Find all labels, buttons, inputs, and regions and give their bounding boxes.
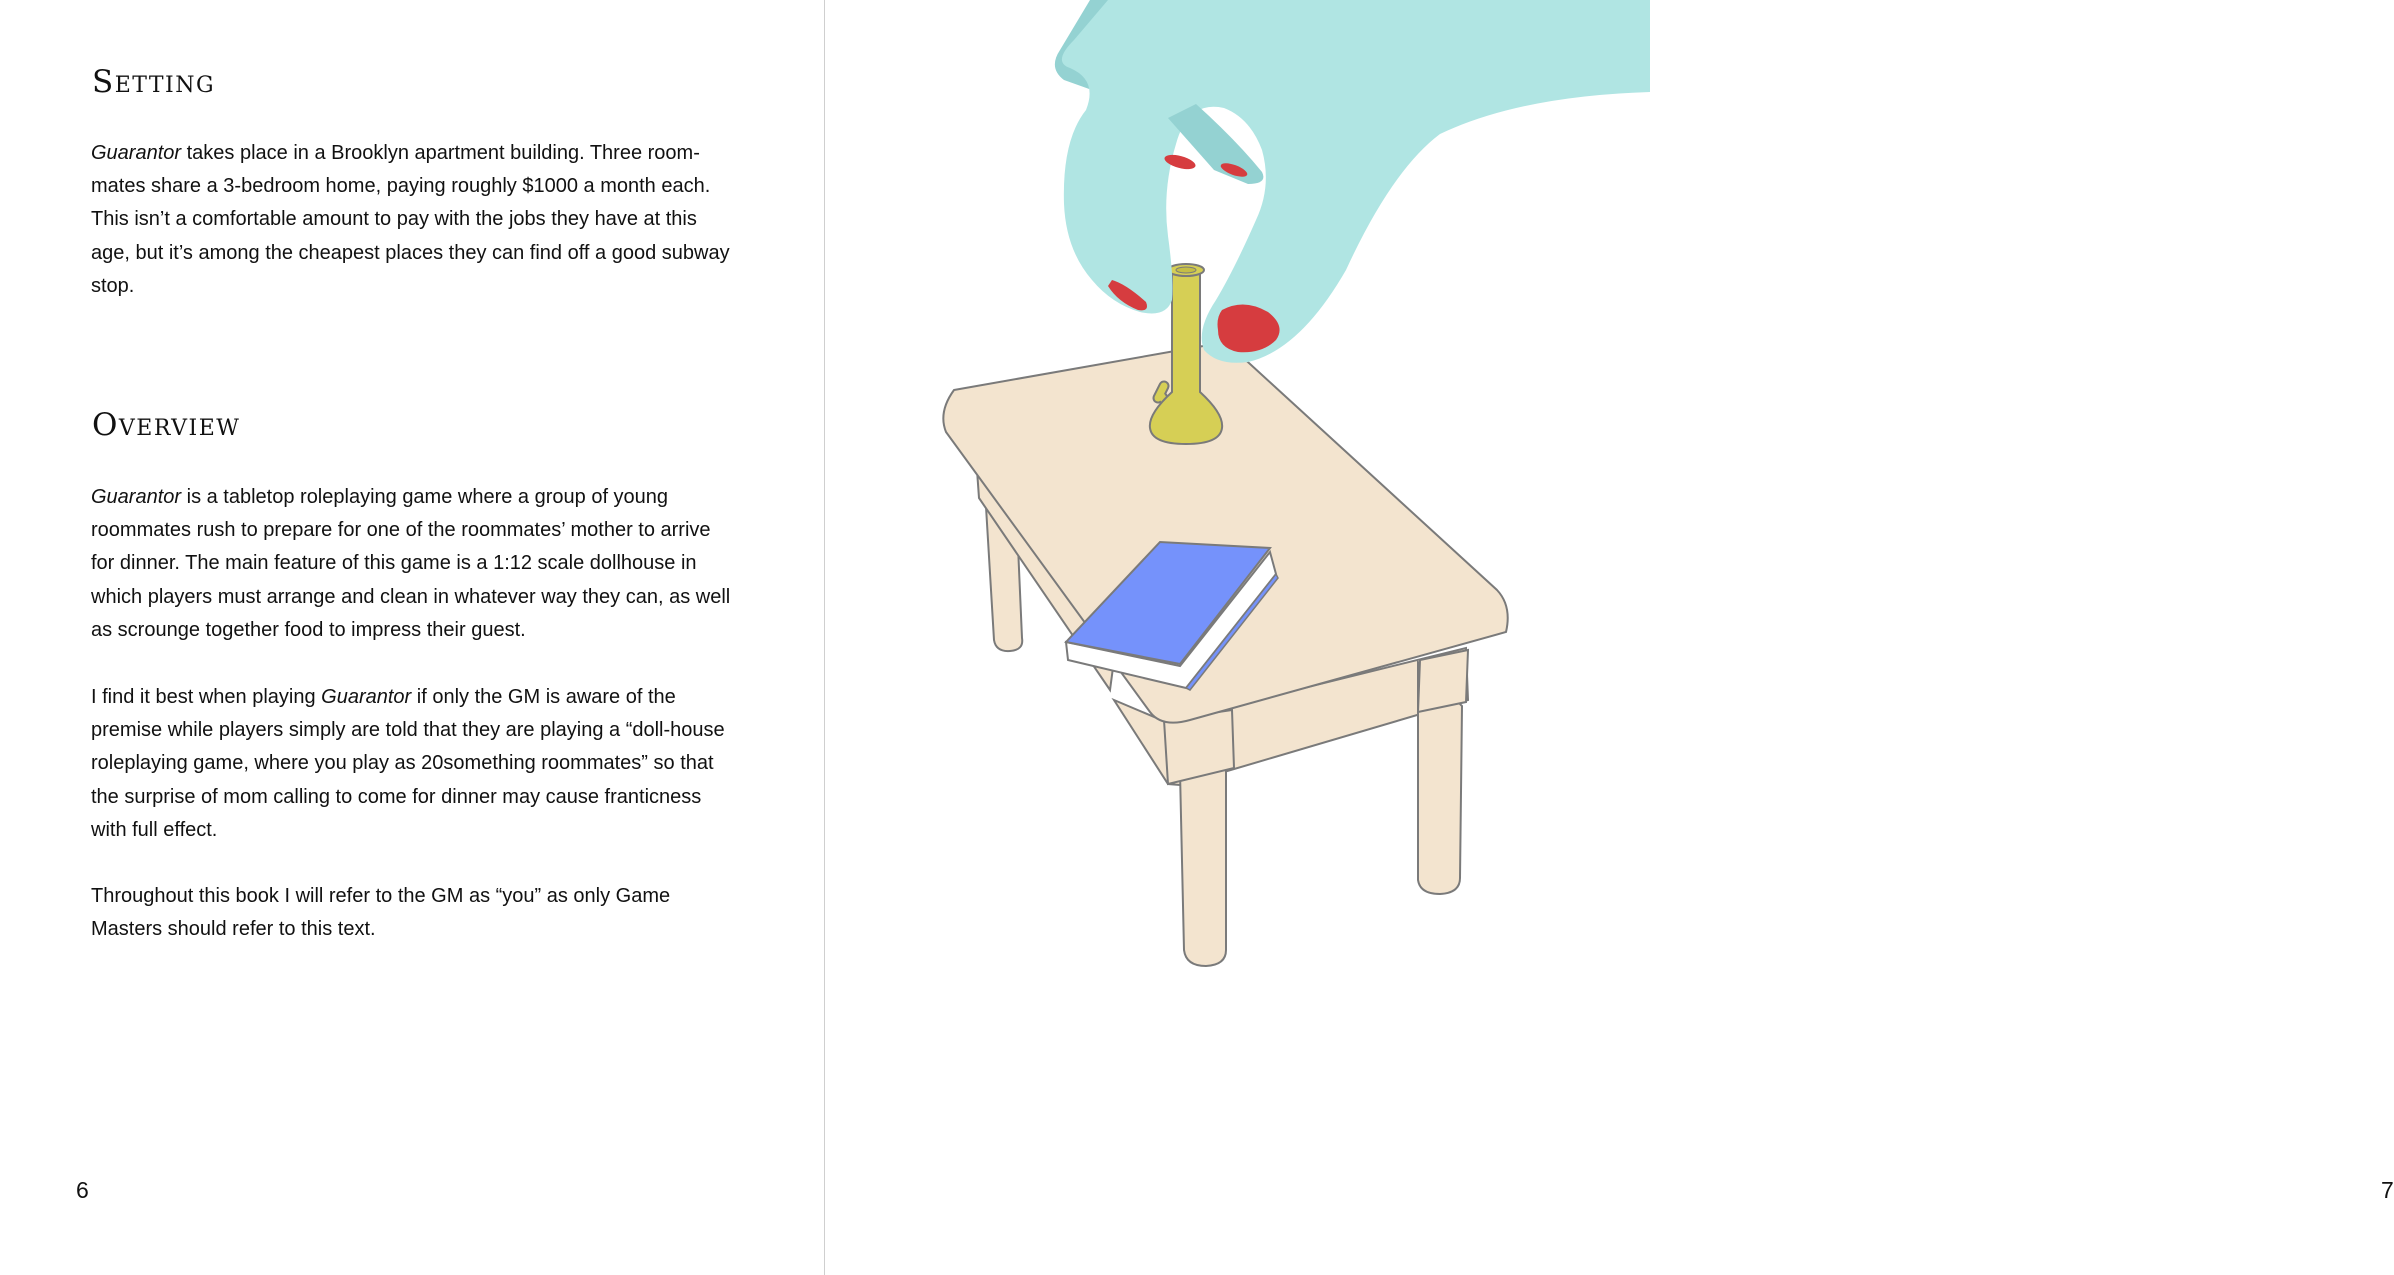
overview-paragraph-2 <box>91 681 731 847</box>
table-icon <box>943 342 1507 966</box>
game-title: Guarantor <box>321 686 412 708</box>
hand-palm <box>1062 0 1650 363</box>
table-leg-front <box>1180 770 1226 966</box>
overview-paragraph-1 <box>91 481 731 647</box>
game-title: Guarantor <box>91 486 182 508</box>
page-number-right: 7 <box>2381 1177 2394 1203</box>
setting-heading: Setting <box>92 64 216 100</box>
left-page <box>0 0 824 1275</box>
game-title: Guarantor <box>91 142 182 164</box>
right-page <box>825 0 2394 1275</box>
overview-text-2a: I find it best when playing <box>91 686 322 708</box>
overview-text-1: is a tabletop roleplaying game where a group of young roommates rush to prepare for one of the roommates’ mother to arrive for dinner. The main feature of this game is a 1:12 scale dollhouse in which players must arrange and clean in whatever way they can, as well as scrounge together food to impress their guest. <box>91 486 731 641</box>
setting-paragraph <box>91 137 731 303</box>
overview-paragraph-3: Throughout this book I will refer to the GM as “you” as only Game Masters should refer to this text. <box>91 885 671 941</box>
hand-bong-table-illustration <box>825 0 1650 1275</box>
hand-icon <box>1055 0 1650 363</box>
bong-mouth-opening <box>1176 267 1196 273</box>
overview-text-2b: if only the GM is aware of the premise while players simply are told that they are playing a “doll-house roleplaying game, where you play as 20something roommates” so that the surprise of mom calling to come for dinner may cause franticness with full effect. <box>91 686 725 841</box>
setting-text: takes place in a Brooklyn apartment building. Three room-mates share a 3-bedroom home, paying roughly $1000 a month each. This isn’t a comfortable amount to pay with the jobs they have at this age, but it’s among the cheapest places they can find off a good subway stop. <box>91 142 730 297</box>
page-number-left: 6 <box>76 1177 89 1203</box>
overview-heading: Overview <box>92 407 241 443</box>
table-leg-back-right-block <box>1418 650 1468 712</box>
